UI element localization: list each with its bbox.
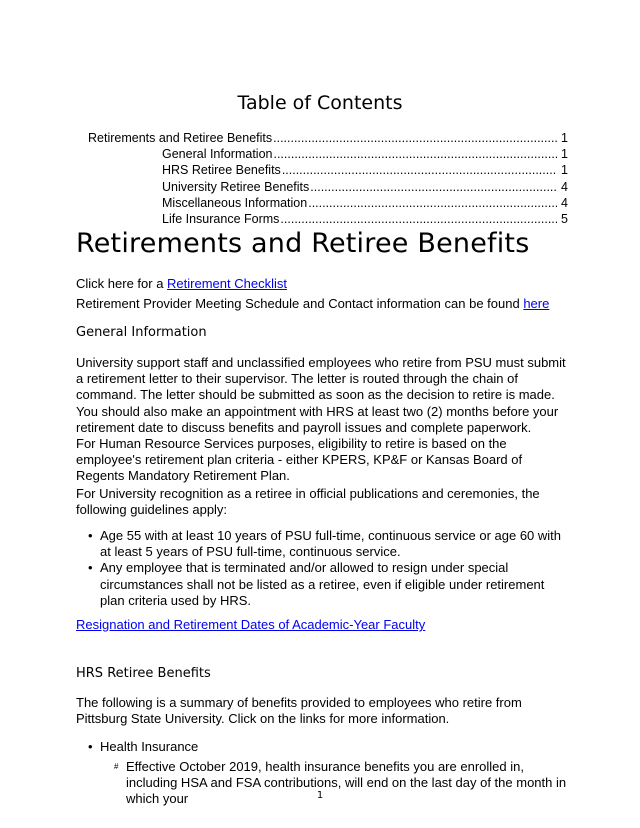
- general-info-heading: General Information: [76, 325, 207, 340]
- faculty-dates-link[interactable]: Resignation and Retirement Dates of Academic-Year Faculty: [76, 617, 426, 632]
- section-heading: Retirements and Retiree Benefits: [76, 228, 530, 259]
- hrs-benefits-heading: HRS Retiree Benefits: [76, 666, 211, 681]
- health-insurance-text: Effective October 2019, health insurance benefits you are enrolled in, including HSA and FSA contributions, will end on the last day of the month in which your: [126, 759, 567, 807]
- meeting-line: [76, 296, 568, 312]
- toc-entry-label: General Information: [162, 147, 273, 162]
- toc-entry-label: University Retiree Benefits: [162, 179, 310, 194]
- toc-entry-page: 1: [561, 163, 568, 178]
- toc-entry[interactable]: [88, 146, 568, 162]
- meeting-text: Retirement Provider Meeting Schedule and Contact information can be found: [76, 296, 524, 311]
- hrs-intro-paragraph: The following is a summary of benefits provided to employees who retire from Pittsburg State University. Click on the links for more information.: [76, 695, 522, 727]
- toc-entry-page: 5: [561, 211, 568, 226]
- bullet-icon: •: [88, 560, 93, 576]
- list-item: [76, 528, 568, 560]
- checklist-prefix: Click here for a: [76, 276, 168, 291]
- toc-leader: [310, 179, 557, 195]
- meeting-here-link[interactable]: here: [523, 296, 550, 311]
- toc-entry-label: Miscellaneous Information: [162, 195, 308, 210]
- toc-entry[interactable]: [88, 130, 568, 146]
- retirement-checklist-link[interactable]: Retirement Checklist: [167, 276, 287, 291]
- toc-entry-page: 1: [561, 131, 568, 145]
- list-item: [76, 560, 568, 609]
- toc-leader: [280, 211, 557, 227]
- toc-entry-label: Retirements and Retiree Benefits: [88, 131, 273, 145]
- health-insurance-label: Health Insurance: [100, 739, 199, 754]
- toc-entry-page: 4: [561, 179, 568, 194]
- toc-entry-label: HRS Retiree Benefits: [162, 163, 281, 178]
- toc-entry-page: 1: [561, 147, 568, 162]
- toc-entry[interactable]: [88, 179, 568, 195]
- table-of-contents: [88, 130, 568, 227]
- toc-leader: [282, 162, 557, 178]
- toc-entry[interactable]: [88, 162, 568, 178]
- faculty-dates-line: [76, 617, 568, 633]
- checklist-line: [76, 276, 568, 292]
- toc-entry-page: 4: [561, 195, 568, 210]
- list-item-text: Age 55 with at least 10 years of PSU full-time, continuous service or age 60 with at least 5 years of PSU full-time, continuous service.: [100, 528, 562, 560]
- sub-bullet-icon: #: [114, 762, 119, 771]
- general-paragraph-1: University support staff and unclassified employees who retire from PSU must submit a retirement letter to their supervisor. The letter is routed through the chain of command. The letter should be submitted as soon as the decision to retire is made. You should also make an appointment with HRS at least two (2) months before your retirement date to discuss benefits and payroll issues and complete paperwork.: [76, 355, 566, 435]
- general-paragraph-3: For University recognition as a retiree in official publications and ceremonies, the following guidelines apply:: [76, 486, 540, 518]
- toc-leader: [273, 146, 557, 162]
- page-number: 1: [316, 790, 324, 801]
- general-paragraph-2: For Human Resource Services purposes, eligibility to retire is based on the employee's retirement plan criteria - either KPERS, KP&F or Kansas Board of Regents Mandatory Retirement Plan.: [76, 436, 523, 484]
- toc-leader: [273, 130, 557, 146]
- bullet-icon: •: [88, 528, 93, 543]
- list-item-text: Any employee that is terminated and/or allowed to resign under special circumstances shall not be listed as a retiree, even if eligible under retirement plan criteria used by HRS.: [100, 560, 545, 608]
- toc-title: Table of Contents: [237, 92, 403, 114]
- toc-entry[interactable]: [88, 211, 568, 227]
- toc-entry[interactable]: [88, 195, 568, 211]
- toc-entry-label: Life Insurance Forms: [162, 211, 280, 226]
- list-item: [76, 739, 568, 755]
- bullet-icon: •: [88, 739, 93, 754]
- benefits-list: [76, 739, 568, 755]
- guidelines-list: [76, 528, 568, 609]
- toc-leader: [308, 195, 557, 211]
